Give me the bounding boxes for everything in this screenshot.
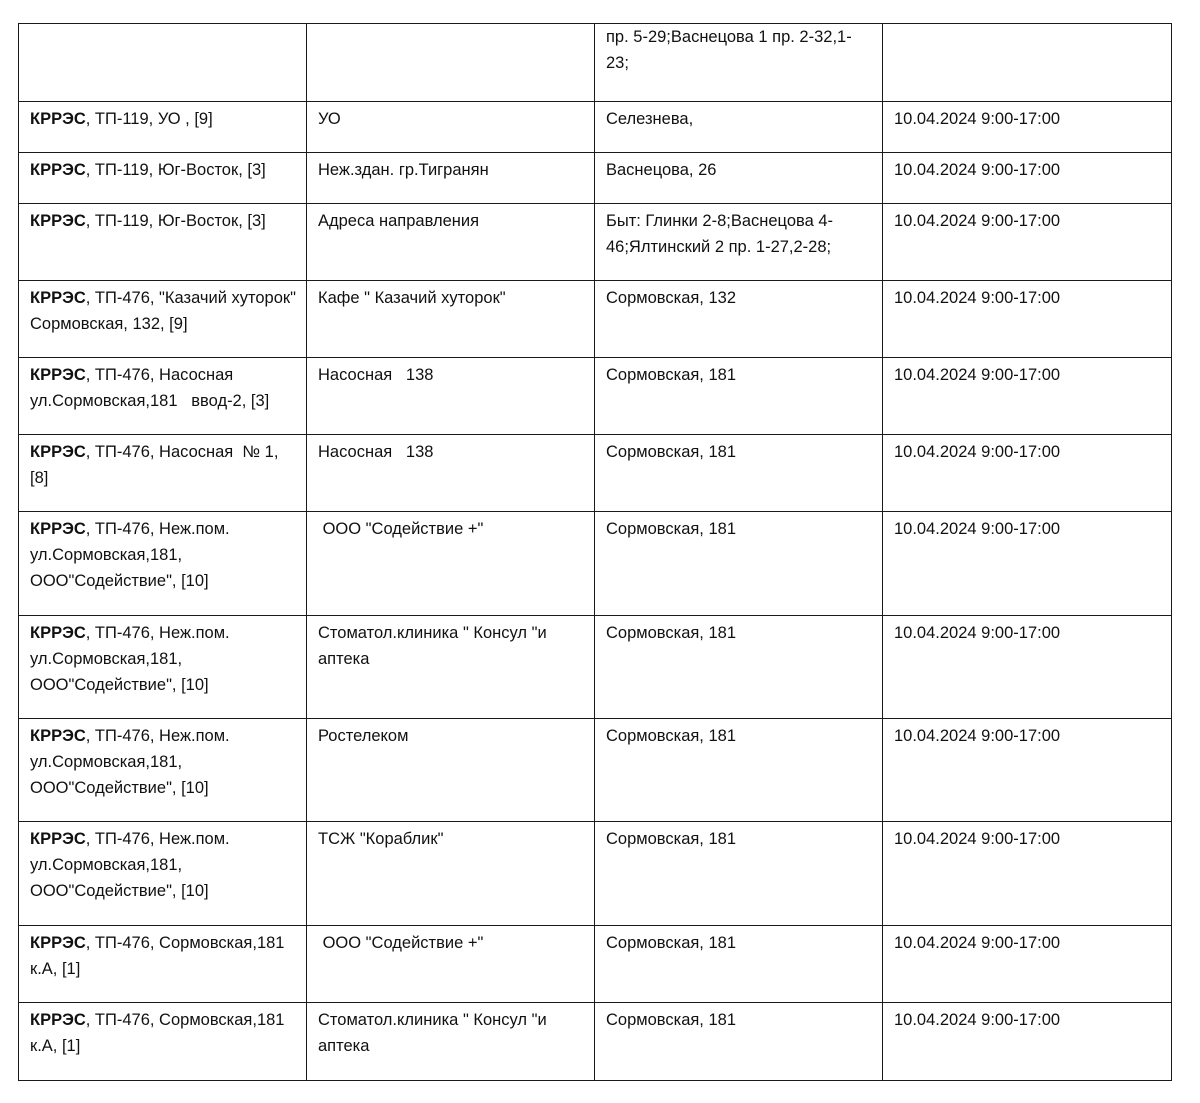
table-row	[19, 1003, 1172, 1081]
line-text: , ТП-476, Неж.пом. ул.Сормовская,181, ООО"Содействие", [10]	[30, 520, 235, 590]
org-name: КРРЭС	[30, 624, 86, 642]
address-cell: Сормовская, 181	[595, 616, 883, 719]
line-text: , ТП-119, УО , [9]	[85, 110, 213, 128]
table-row	[19, 822, 1172, 926]
line-text: , ТП-476, Сормовская,181 к.А, [1]	[30, 1011, 290, 1055]
object-cell: Кафе " Казачий хуторок"	[307, 281, 595, 358]
object-cell: ООО "Содействие +"	[307, 512, 595, 616]
table-row	[19, 926, 1172, 1003]
line-cell	[19, 719, 307, 822]
line-cell	[19, 512, 307, 616]
object-cell: Насосная 138	[307, 435, 595, 512]
line-text: , ТП-476, Неж.пом. ул.Сормовская,181, ООО"Содействие", [10]	[30, 624, 235, 694]
table-row	[19, 358, 1172, 435]
line-cell	[19, 102, 307, 153]
time-cell: 10.04.2024 9:00-17:00	[883, 435, 1172, 512]
address-cell: Сормовская, 181	[595, 926, 883, 1003]
time-cell: 10.04.2024 9:00-17:00	[883, 719, 1172, 822]
line-cell	[19, 822, 307, 926]
address-cell: Сормовская, 181	[595, 358, 883, 435]
object-cell: Ростелеком	[307, 719, 595, 822]
table-row	[19, 24, 1172, 102]
org-name: КРРЭС	[30, 110, 86, 128]
address-cell: пр. 5-29;Васнецова 1 пр. 2-32,1-23;	[595, 24, 883, 102]
line-text: , ТП-119, Юг-Восток, [3]	[85, 161, 266, 179]
line-text: , ТП-476, Насосная ул.Сормовская,181 ввод-2, [3]	[30, 366, 270, 410]
org-name: КРРЭС	[30, 366, 86, 384]
line-text: , ТП-476, "Казачий хуторок" Сормовская, 132, [9]	[30, 289, 306, 333]
time-cell: 10.04.2024 9:00-17:00	[883, 153, 1172, 204]
object-cell: Стоматол.клиника " Консул "и аптека	[307, 616, 595, 719]
time-cell	[883, 24, 1172, 102]
address-cell: Сормовская, 181	[595, 1003, 883, 1081]
time-cell: 10.04.2024 9:00-17:00	[883, 512, 1172, 616]
object-cell: Стоматол.клиника " Консул "и аптека	[307, 1003, 595, 1081]
line-cell	[19, 926, 307, 1003]
time-cell: 10.04.2024 9:00-17:00	[883, 102, 1172, 153]
org-name: КРРЭС	[30, 934, 86, 952]
line-cell	[19, 204, 307, 281]
object-cell: Неж.здан. гр.Тигранян	[307, 153, 595, 204]
address-cell: Сормовская, 181	[595, 435, 883, 512]
line-text: , ТП-476, Неж.пом. ул.Сормовская,181, ООО"Содействие", [10]	[30, 727, 235, 797]
line-text: , ТП-476, Сормовская,181 к.А, [1]	[30, 934, 290, 978]
address-cell: Сормовская, 181	[595, 822, 883, 926]
org-name: КРРЭС	[30, 830, 86, 848]
org-name: КРРЭС	[30, 443, 86, 461]
object-cell: Насосная 138	[307, 358, 595, 435]
line-text: , ТП-119, Юг-Восток, [3]	[85, 212, 266, 230]
line-cell	[19, 153, 307, 204]
line-text: , ТП-476, Неж.пом. ул.Сормовская,181, ООО"Содействие", [10]	[30, 830, 235, 900]
table-row	[19, 102, 1172, 153]
object-cell: Адреса направления	[307, 204, 595, 281]
address-cell: Сормовская, 181	[595, 512, 883, 616]
address-cell: Селезнева,	[595, 102, 883, 153]
line-cell	[19, 435, 307, 512]
org-name: КРРЭС	[30, 212, 86, 230]
line-cell	[19, 358, 307, 435]
org-name: КРРЭС	[30, 520, 86, 538]
time-cell: 10.04.2024 9:00-17:00	[883, 281, 1172, 358]
address-cell: Быт: Глинки 2-8;Васнецова 4-46;Ялтинский 2 пр. 1-27,2-28;	[595, 204, 883, 281]
address-cell: Сормовская, 181	[595, 719, 883, 822]
table-body	[19, 24, 1172, 1081]
table-row	[19, 719, 1172, 822]
table-row	[19, 616, 1172, 719]
time-cell: 10.04.2024 9:00-17:00	[883, 926, 1172, 1003]
outage-table	[18, 23, 1172, 1081]
time-cell: 10.04.2024 9:00-17:00	[883, 1003, 1172, 1081]
time-cell: 10.04.2024 9:00-17:00	[883, 204, 1172, 281]
time-cell: 10.04.2024 9:00-17:00	[883, 822, 1172, 926]
table-row	[19, 204, 1172, 281]
line-cell	[19, 24, 307, 102]
org-name: КРРЭС	[30, 161, 86, 179]
org-name: КРРЭС	[30, 727, 86, 745]
object-cell	[307, 24, 595, 102]
line-cell	[19, 1003, 307, 1081]
org-name: КРРЭС	[30, 289, 86, 307]
table-row	[19, 435, 1172, 512]
line-text: , ТП-476, Насосная № 1, [8]	[30, 443, 284, 487]
object-cell: ООО "Содействие +"	[307, 926, 595, 1003]
line-cell	[19, 281, 307, 358]
table-row	[19, 281, 1172, 358]
table-row	[19, 512, 1172, 616]
object-cell: УО	[307, 102, 595, 153]
object-cell: ТСЖ "Кораблик"	[307, 822, 595, 926]
address-cell: Сормовская, 132	[595, 281, 883, 358]
table-row	[19, 153, 1172, 204]
time-cell: 10.04.2024 9:00-17:00	[883, 616, 1172, 719]
address-cell: Васнецова, 26	[595, 153, 883, 204]
line-cell	[19, 616, 307, 719]
org-name: КРРЭС	[30, 1011, 86, 1029]
time-cell: 10.04.2024 9:00-17:00	[883, 358, 1172, 435]
